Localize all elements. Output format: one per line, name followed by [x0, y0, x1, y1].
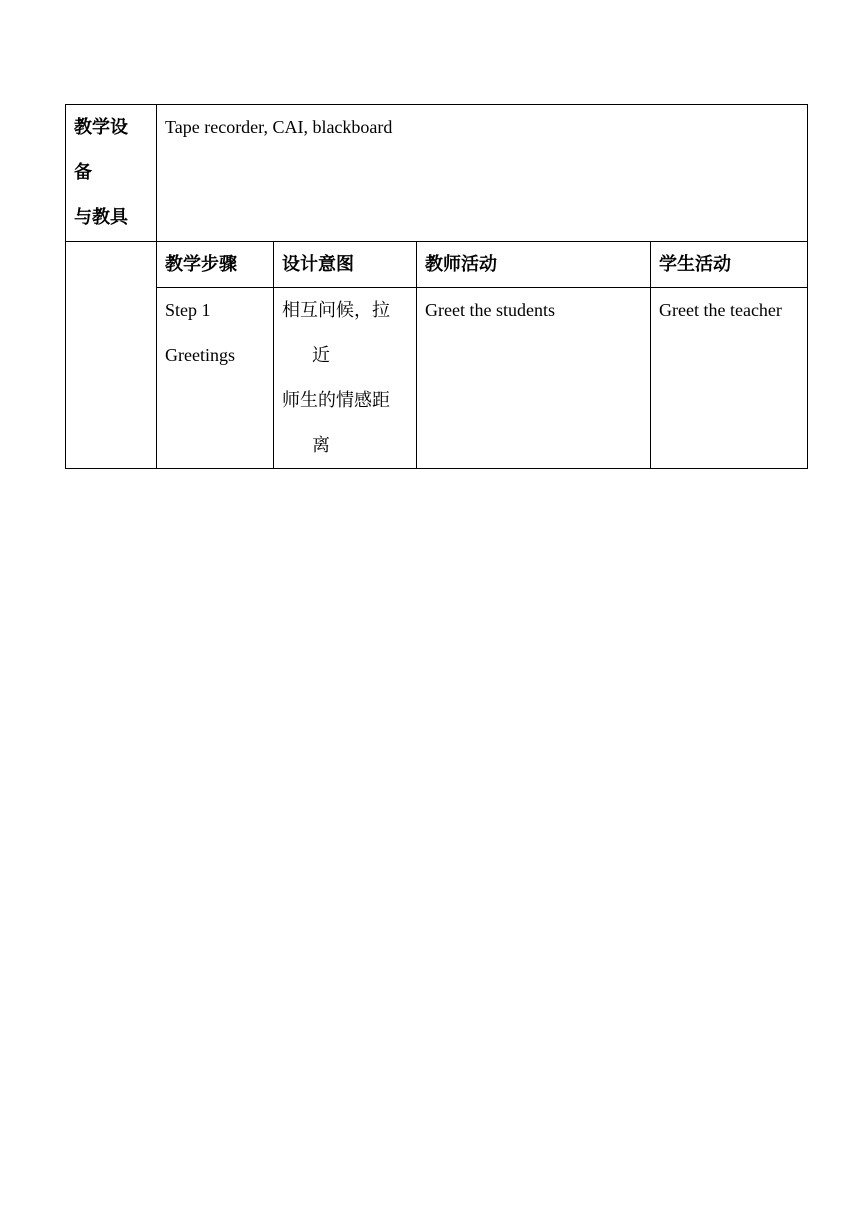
- header-teacher: 教师活动: [425, 254, 497, 275]
- equipment-value: Tape recorder, CAI, blackboard: [165, 117, 393, 137]
- step-1-row: [66, 288, 808, 469]
- blank-merged-cell: [66, 242, 157, 469]
- header-row: [66, 242, 808, 288]
- equipment-row: [66, 105, 808, 242]
- header-student: 学生活动: [659, 254, 731, 275]
- step-1-intent-line-1: 相互问候，拉: [282, 300, 390, 321]
- lesson-plan-table: [65, 104, 808, 469]
- header-steps: 教学步骤: [165, 254, 237, 275]
- step-1-step-cell: [157, 288, 274, 469]
- step-1-intent-line-3: 师生的情感距: [282, 390, 390, 411]
- equipment-label-line-2: 备: [74, 162, 92, 183]
- step-1-intent-line-4: 离: [312, 435, 330, 456]
- header-intent: 设计意图: [282, 254, 354, 275]
- step-1-student-cell: [651, 288, 808, 469]
- step-1-title: Greetings: [165, 345, 235, 365]
- step-1-student-activity: Greet the teacher: [659, 300, 782, 320]
- step-1-intent-cell: [274, 288, 417, 469]
- equipment-value-cell: [157, 105, 808, 242]
- step-1-teacher-cell: [417, 288, 651, 469]
- equipment-label-cell: [66, 105, 157, 242]
- step-1-intent-line-2: 近: [312, 345, 330, 366]
- equipment-label-line-3: 与教具: [74, 207, 128, 228]
- step-1-number: Step 1: [165, 300, 211, 320]
- step-1-teacher-activity: Greet the students: [425, 300, 555, 320]
- equipment-label-line-1: 教学设: [74, 117, 128, 138]
